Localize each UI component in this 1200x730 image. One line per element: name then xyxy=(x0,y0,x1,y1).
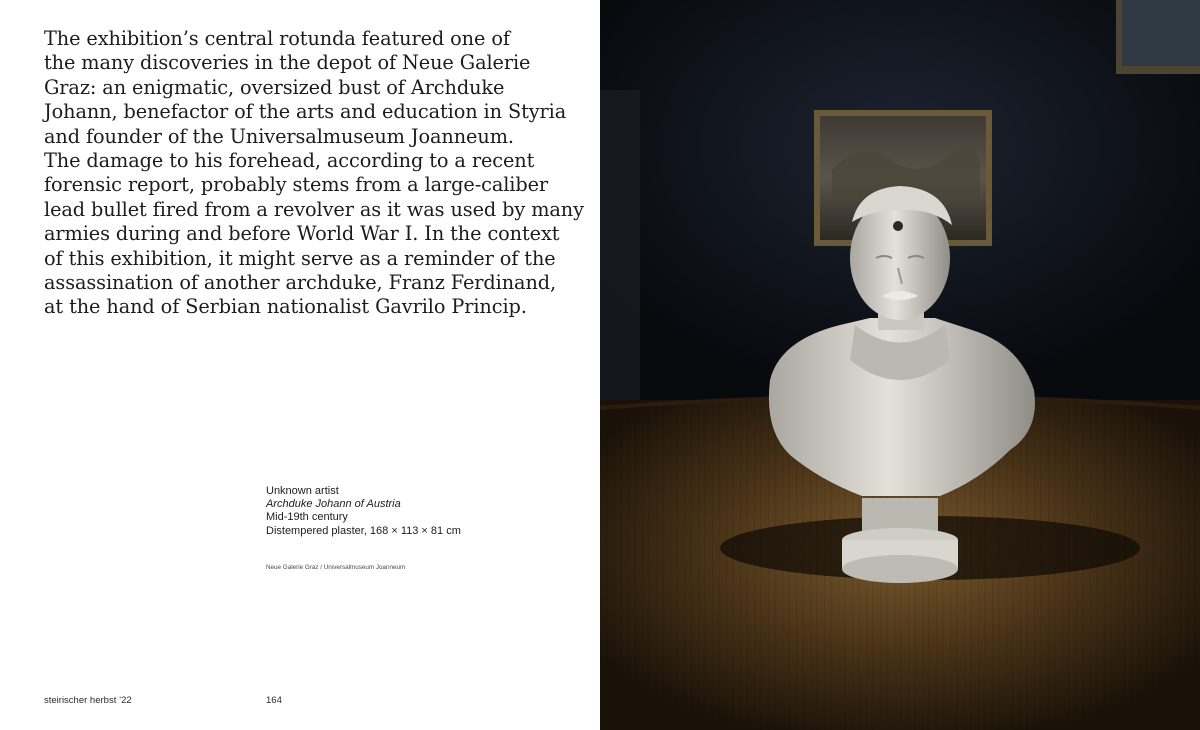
body-text-line: the many discoveries in the depot of Neue Galerie xyxy=(44,51,531,75)
body-text-line: and founder of the Universalmuseum Joanneum. xyxy=(44,124,514,148)
wall-left-panel xyxy=(600,90,640,420)
page-number: 164 xyxy=(266,695,282,706)
body-text-line: The damage to his forehead, according to a recent xyxy=(44,149,535,173)
photo-credit: Neue Galerie Graz / Universalmuseum Joanneum xyxy=(266,564,406,571)
body-text-line: forensic report, probably stems from a large-caliber xyxy=(44,173,549,197)
photo-illustration xyxy=(600,0,1200,730)
publication-name: steirischer herbst ’22 xyxy=(44,695,132,706)
artwork-caption xyxy=(266,485,461,538)
body-text-line: assassination of another archduke, Franz Ferdinand, xyxy=(44,271,557,295)
body-text-line: The exhibition’s central rotunda featured one of xyxy=(44,27,510,50)
caption-medium: Distempered plaster, 168 × 113 × 81 cm xyxy=(266,524,461,537)
body-text-line: Johann, benefactor of the arts and education in Styria xyxy=(44,100,567,124)
caption-title: Archduke Johann of Austria xyxy=(266,498,401,511)
body-text-line: lead bullet fired from a revolver as it was used by many xyxy=(44,197,584,221)
bust-photograph xyxy=(600,0,1200,730)
caption-date: Mid-19th century xyxy=(266,511,348,524)
body-text-line: armies during and before World War I. In the context xyxy=(44,222,560,246)
body-text-line: of this exhibition, it might serve as a reminder of the xyxy=(44,246,556,270)
caption-artist: Unknown artist xyxy=(266,485,339,497)
body-text xyxy=(44,27,584,320)
body-text-line: at the hand of Serbian nationalist Gavrilo Princip. xyxy=(44,295,527,319)
body-text-line: Graz: an enigmatic, oversized bust of Archduke xyxy=(44,75,505,99)
